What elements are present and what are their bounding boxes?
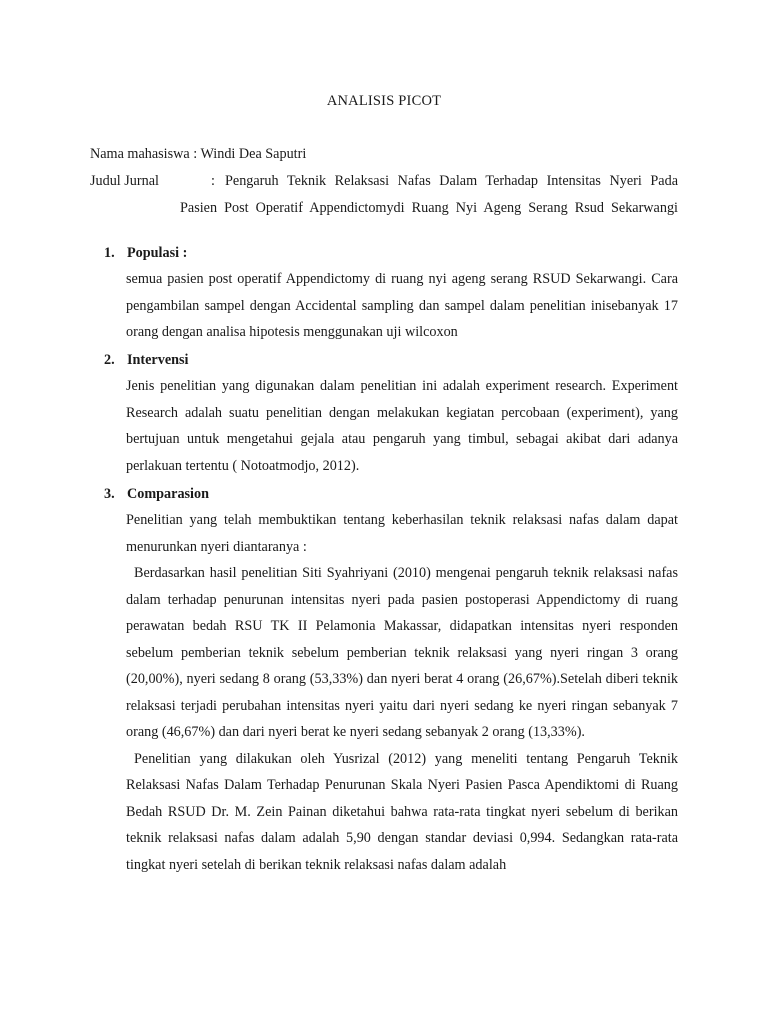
- paragraph: Berdasarkan hasil penelitian Siti Syahriyani (2010) mengenai pengaruh teknik relaksasi nafas dalam terhadap penurunan intensitas nyeri pada pasien postoperasi Appendictomy di ruang perawatan bedah RSU TK II Pelamonia Makassar, didapatkan intensitas nyeri responden sebelum pemberian teknik sebelum pemberian teknik relaksasi yang nyeri ringan 3 orang (20,00%), nyeri sedang 8 orang (53,33%) dan nyeri berat 4 orang (26,67%).Setelah diberi teknik relaksasi terjadi perubahan intensitas nyeri yaitu dari nyeri sedang ke nyeri ringan sebanyak 7 orang (46,67%) dan dari nyeri berat ke nyeri sedang sebanyak 2 orang (13,33%).: [126, 565, 678, 740]
- journal-title-line1: Pengaruh Teknik Relaksasi Nafas Dalam Terhadap Intensitas Nyeri Pada: [225, 173, 678, 189]
- paragraph: Jenis penelitian yang digunakan dalam penelitian ini adalah experiment research. Experiment Research adalah suatu penelitian dengan melakukan kegiatan percobaan (experiment), yang bertujuan untuk mengetahui gejala atau pengaruh yang timbul, sebagai akibat dari adanya perlakuan tertentu ( Notoatmodjo, 2012).: [126, 378, 678, 474]
- section-body-populasi: [126, 266, 678, 346]
- journal-label: Judul Jurnal: [90, 173, 159, 189]
- section-number: 2.: [104, 352, 115, 368]
- document-title: ANALISIS PICOT: [326, 93, 442, 109]
- section-body-intervensi: [126, 373, 678, 479]
- student-row: [90, 146, 306, 163]
- section-heading-populasi: [104, 245, 187, 262]
- section-heading-intervensi: [104, 352, 188, 369]
- paragraph: Penelitian yang dilakukan oleh Yusrizal (2012) yang meneliti tentang Pengaruh Teknik Relaksasi Nafas Dalam Terhadap Penurunan Skala Nyeri Pasien Pasca Apendiktomi di Ruang Bedah RSUD Dr. M. Zein Painan diketahui bahwa rata-rata tingkat nyeri sebelum di berikan teknik relaksasi nafas dalam adalah 5,90 dengan standar deviasi 0,994. Sedangkan rata-rata tingkat nyeri setelah di berikan teknik relaksasi nafas dalam adalah: [126, 750, 678, 873]
- journal-title-line2: Pasien Post Operatif Appendictomydi Ruang Nyi Ageng Serang Rsud Sekarwangi: [180, 200, 678, 216]
- section-title: Comparasion: [127, 486, 209, 502]
- paragraph: semua pasien post operatif Appendictomy di ruang nyi ageng serang RSUD Sekarwangi. Cara pengambilan sampel dengan Accidental sampling dan sampel dalam penelitian inisebanyak 17 orang dengan analisa hipotesis menggunakan uji wilcoxon: [126, 271, 678, 340]
- journal-colon: :: [211, 173, 215, 189]
- section-title: Intervensi: [127, 352, 189, 368]
- section-heading-comparasion: [104, 486, 209, 503]
- paragraph: Penelitian yang telah membuktikan tentang keberhasilan teknik relaksasi nafas dalam dapat menurunkan nyeri diantaranya :: [126, 512, 678, 555]
- section-number: 1.: [104, 245, 115, 261]
- section-body-comparasion: [126, 507, 678, 878]
- student-name: Windi Dea Saputri: [200, 146, 307, 162]
- student-label: Nama mahasiswa :: [90, 146, 198, 162]
- section-title: Populasi :: [127, 245, 188, 261]
- section-number: 3.: [104, 486, 115, 502]
